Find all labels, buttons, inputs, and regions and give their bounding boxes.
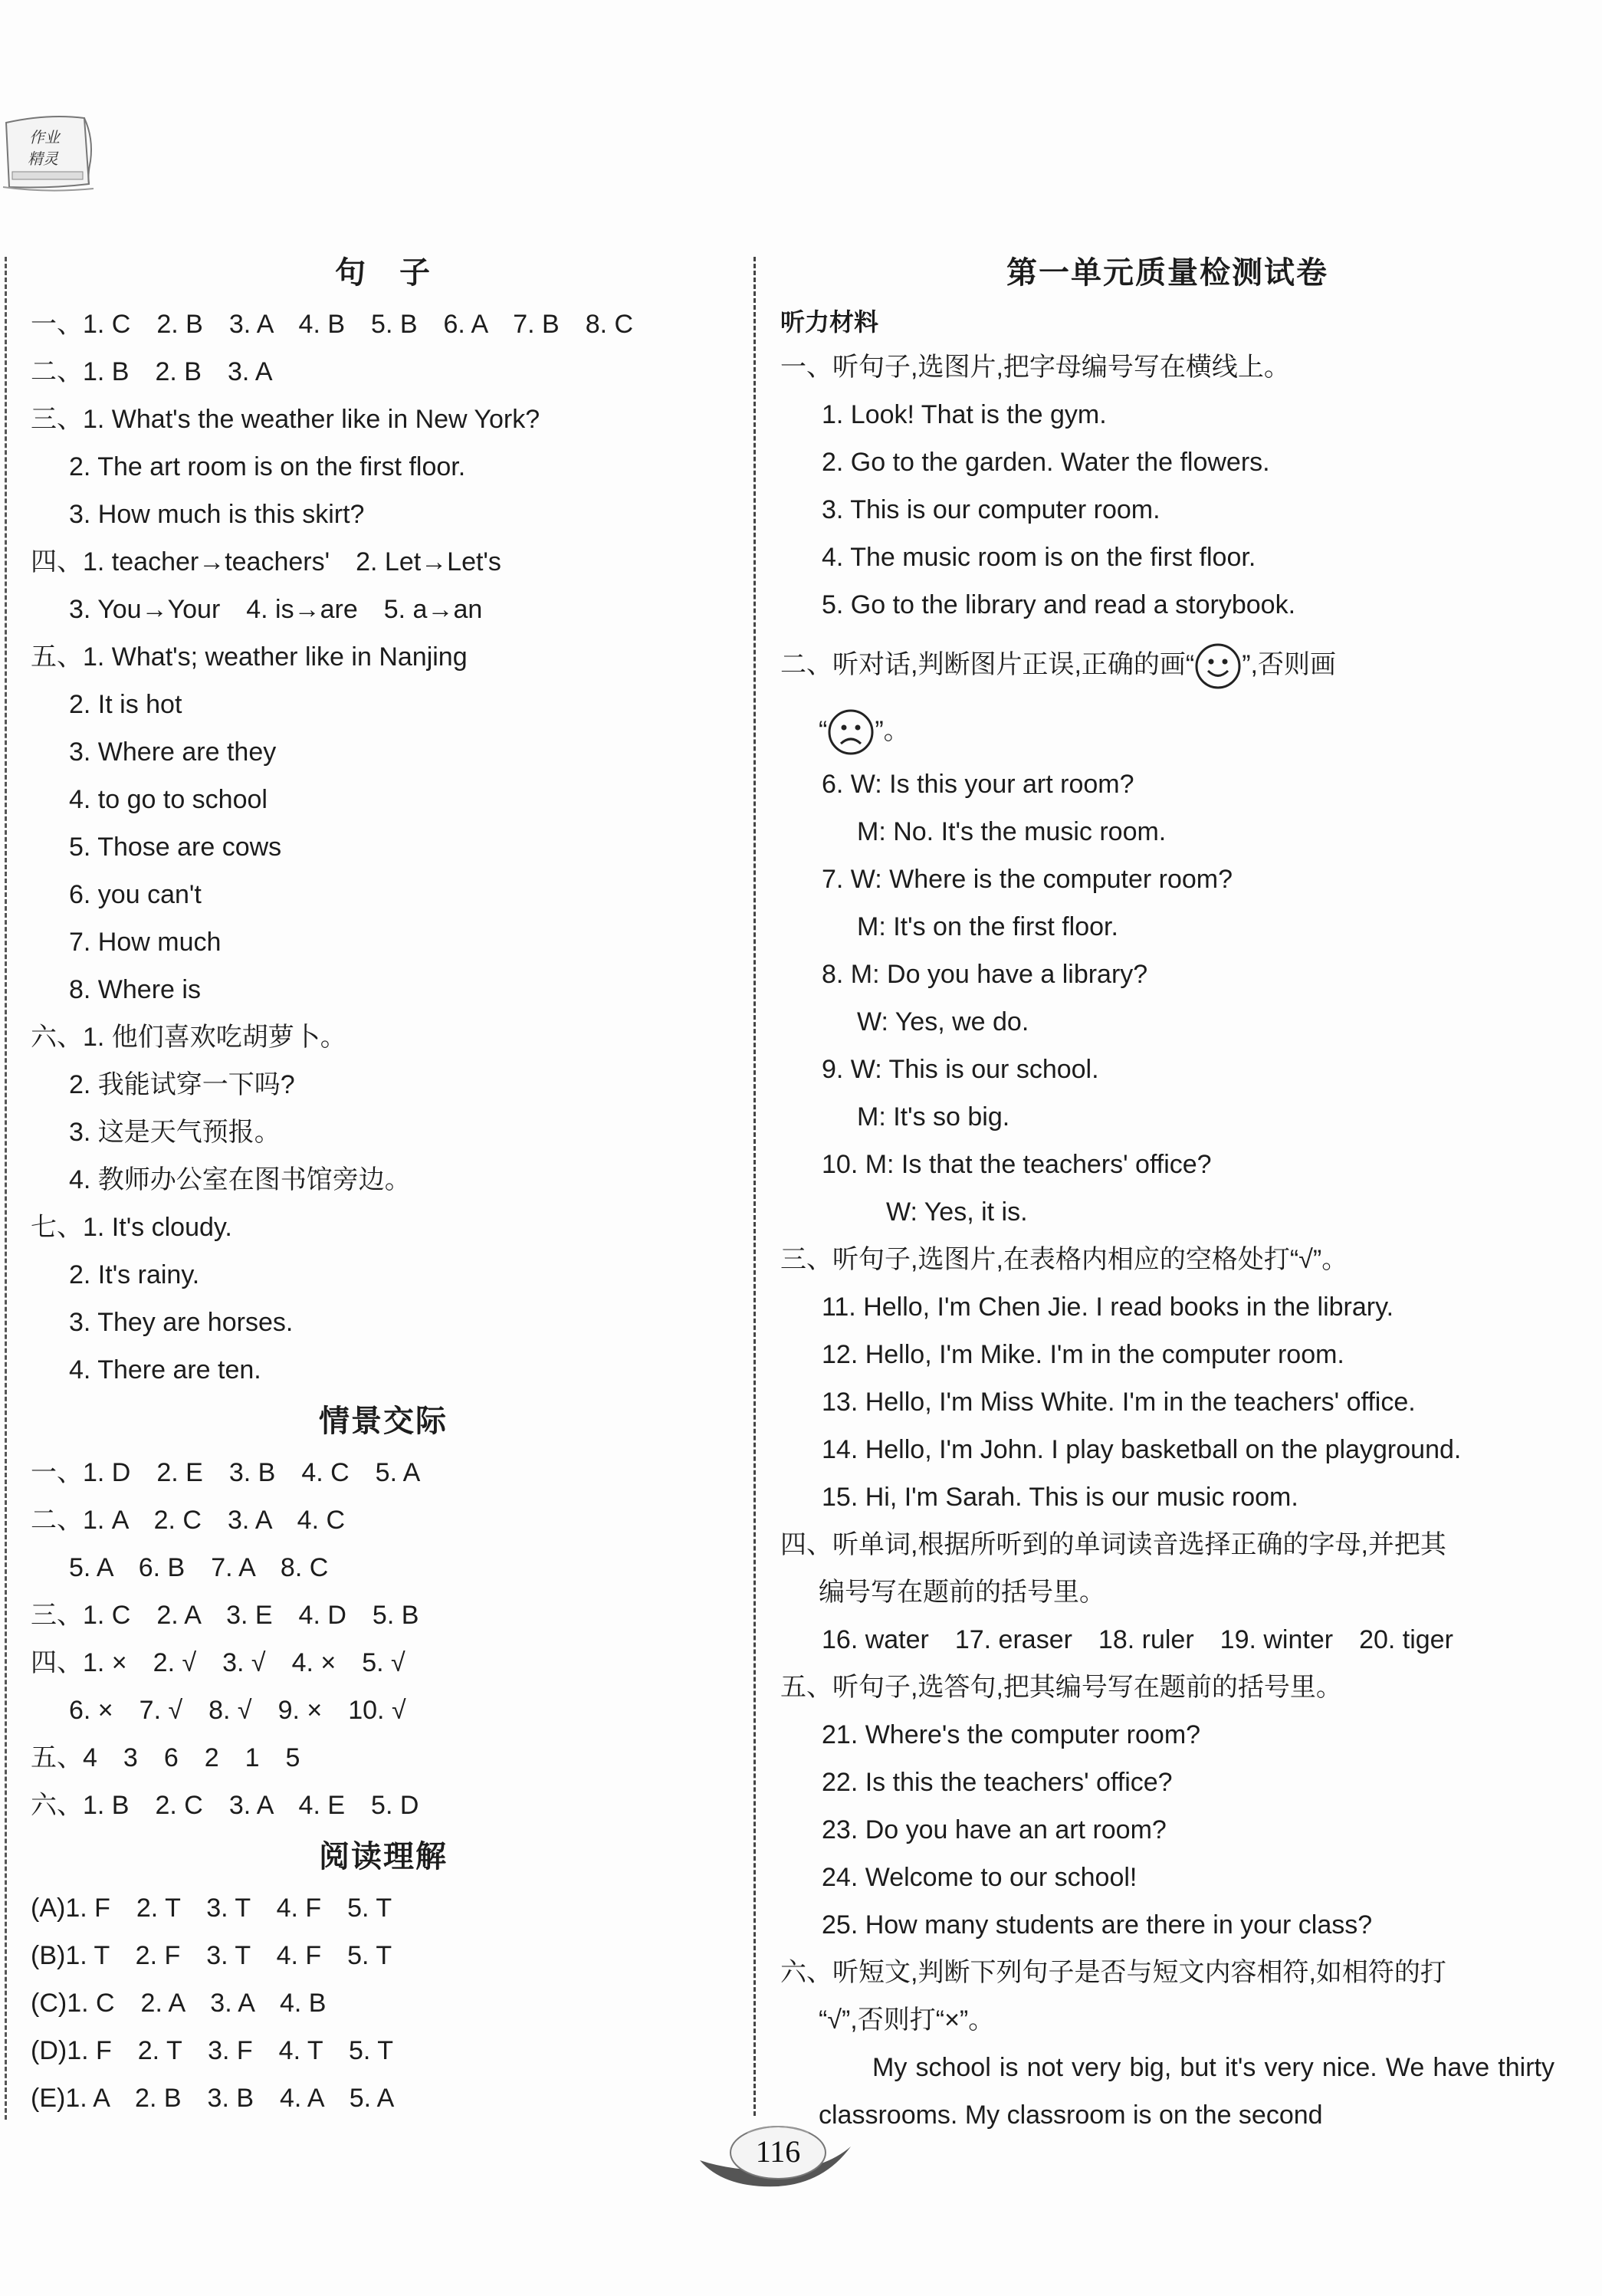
answer-line: 三、1. What's the weather like in New York? xyxy=(31,405,540,434)
q3-item: 12. Hello, I'm Mike. I'm in the computer room. xyxy=(822,1340,1344,1369)
answer-line: 四、1. × 2. √ 3. √ 4. × 5. √ xyxy=(31,1648,405,1677)
q2-item: 9. W: This is our school. xyxy=(822,1055,1099,1084)
sentences-answers xyxy=(31,301,736,1394)
question-5-heading: 五、听句子,选答句,把其编号写在题前的括号里。 xyxy=(780,1673,1342,1702)
q1-item: 1. Look! That is the gym. xyxy=(822,400,1107,429)
answer-line: (B)1. T 2. F 3. T 4. F 5. T xyxy=(31,1941,392,1970)
answer-line: 4. 教师办公室在图书馆旁边。 xyxy=(69,1165,411,1194)
q4-items: 16. water 17. eraser 18. ruler 19. winter 20. tiger xyxy=(822,1625,1453,1654)
question-4-heading: 四、听单词,根据所听到的单词读音选择正确的字母,并把其 xyxy=(780,1530,1446,1559)
answer-line: 2. The art room is on the first floor. xyxy=(69,452,466,481)
smiley-face-icon xyxy=(1194,642,1242,690)
answer-line: 6. you can't xyxy=(69,880,202,909)
reading-answers xyxy=(31,1884,736,2122)
answer-line: 七、1. It's cloudy. xyxy=(31,1213,232,1242)
question-6-heading: 六、听短文,判断下列句子是否与短文内容相符,如相符的打 xyxy=(780,1958,1446,1987)
left-margin-rule xyxy=(5,257,7,2120)
answer-line: 2. 我能试穿一下吗? xyxy=(69,1070,295,1099)
answer-line: 7. How much xyxy=(69,928,222,957)
question-2-heading xyxy=(780,629,1554,701)
answer-line: (C)1. C 2. A 3. A 4. B xyxy=(31,1989,327,2018)
answer-line: 五、4 3 6 2 1 5 xyxy=(31,1743,300,1772)
answer-line: 一、1. C 2. B 3. A 4. B 5. B 6. A 7. B 8. C xyxy=(31,310,634,339)
answer-line: 2. It's rainy. xyxy=(69,1260,200,1289)
answer-line: 3. You→Your 4. is→are 5. a→an xyxy=(69,595,483,624)
question-2-heading-cont xyxy=(780,701,1554,760)
q1-item: 4. The music room is on the first floor. xyxy=(822,543,1256,572)
q2-item: 7. W: Where is the computer room? xyxy=(822,865,1233,894)
sad-face-icon xyxy=(827,708,875,756)
answer-line: 2. It is hot xyxy=(69,690,182,719)
answer-line: 3. They are horses. xyxy=(69,1308,294,1337)
section-title-situational: 情景交际 xyxy=(319,1404,448,1439)
situational-answers xyxy=(31,1449,736,1829)
answer-line: 5. A 6. B 7. A 8. C xyxy=(69,1553,329,1582)
q2-text-a: 二、听对话,判断图片正误,正确的画“ xyxy=(780,650,1195,679)
q2-item: M: It's on the first floor. xyxy=(857,912,1118,941)
q5-item: 24. Welcome to our school! xyxy=(822,1863,1137,1892)
q3-item: 13. Hello, I'm Miss White. I'm in the teachers' office. xyxy=(822,1388,1416,1417)
answer-line: 六、1. B 2. C 3. A 4. E 5. D xyxy=(31,1791,419,1820)
q2-item: W: Yes, we do. xyxy=(857,1007,1029,1036)
answer-line: (D)1. F 2. T 3. F 4. T 5. T xyxy=(31,2036,393,2065)
answer-line: (E)1. A 2. B 3. B 4. A 5. A xyxy=(31,2084,395,2113)
question-6-heading-cont: “√”,否则打“×”。 xyxy=(819,2005,995,2035)
answer-line: 五、1. What's; weather like in Nanjing xyxy=(31,642,468,672)
q3-item: 15. Hi, I'm Sarah. This is our music room. xyxy=(822,1483,1298,1512)
q5-item: 22. Is this the teachers' office? xyxy=(822,1768,1173,1797)
answer-line: 二、1. B 2. B 3. A xyxy=(31,357,273,386)
section-title-sentences: 句 子 xyxy=(335,255,432,291)
q2-item: 10. M: Is that the teachers' office? xyxy=(822,1150,1212,1179)
listening-material-label: 听力材料 xyxy=(780,307,879,337)
answer-line: 8. Where is xyxy=(69,975,201,1004)
q1-item: 5. Go to the library and read a storybook. xyxy=(822,590,1296,619)
right-column xyxy=(780,245,1554,2139)
answer-line: 3. Where are they xyxy=(69,737,277,767)
answer-line: 4. to go to school xyxy=(69,785,268,814)
answer-line: 3. How much is this skirt? xyxy=(69,500,365,529)
question-1-heading: 一、听句子,选图片,把字母编号写在横线上。 xyxy=(780,353,1290,382)
q5-item: 23. Do you have an art room? xyxy=(822,1815,1167,1844)
q2-item: M: No. It's the music room. xyxy=(857,817,1167,846)
homework-elf-stamp xyxy=(2,107,97,205)
q2-item: 6. W: Is this your art room? xyxy=(822,770,1134,799)
q2-item: W: Yes, it is. xyxy=(886,1197,1028,1227)
answer-line: (A)1. F 2. T 3. T 4. F 5. T xyxy=(31,1894,392,1923)
page-number: 116 xyxy=(755,2134,801,2169)
answer-line: 四、1. teacher→teachers' 2. Let→Let's xyxy=(31,547,501,576)
answer-line: 3. 这是天气预报。 xyxy=(69,1118,281,1147)
q2-text-c: “ xyxy=(819,716,828,745)
question-3-heading: 三、听句子,选图片,在表格内相应的空格处打“√”。 xyxy=(780,1245,1348,1274)
answer-line: 4. There are ten. xyxy=(69,1355,261,1384)
stamp-line-2: 精灵 xyxy=(28,151,58,168)
answer-line: 六、1. 他们喜欢吃胡萝卜。 xyxy=(31,1023,346,1052)
q2-item: 8. M: Do you have a library? xyxy=(822,960,1148,989)
q6-passage: My school is not very big, but it's very nice. We have thirty classrooms. My classroom is on the second xyxy=(819,2053,1554,2130)
answer-line: 一、1. D 2. E 3. B 4. C 5. A xyxy=(31,1458,421,1487)
q5-item: 25. How many students are there in your class? xyxy=(822,1910,1373,1940)
section-title-reading: 阅读理解 xyxy=(319,1839,448,1874)
answer-line: 二、1. A 2. C 3. A 4. C xyxy=(31,1506,346,1535)
q5-item: 21. Where's the computer room? xyxy=(822,1720,1201,1749)
q3-item: 14. Hello, I'm John. I play basketball on the playground. xyxy=(822,1435,1462,1464)
q3-item: 11. Hello, I'm Chen Jie. I read books in the library. xyxy=(822,1293,1394,1322)
stamp-line-1: 作业 xyxy=(29,130,60,146)
q1-item: 2. Go to the garden. Water the flowers. xyxy=(822,448,1270,477)
question-4-heading-cont: 编号写在题前的括号里。 xyxy=(819,1578,1105,1607)
q2-text-b: ”,否则画 xyxy=(1242,650,1336,679)
answer-line: 5. Those are cows xyxy=(69,833,282,862)
column-divider xyxy=(753,257,756,2116)
page-number-badge xyxy=(694,2116,862,2193)
q2-item: M: It's so big. xyxy=(857,1102,1010,1132)
answer-line: 三、1. C 2. A 3. E 4. D 5. B xyxy=(31,1601,419,1630)
answer-line: 6. × 7. √ 8. √ 9. × 10. √ xyxy=(69,1696,406,1725)
unit-test-title: 第一单元质量检测试卷 xyxy=(1006,255,1328,291)
q2-text-d: ”。 xyxy=(875,716,910,745)
left-column xyxy=(31,245,736,2122)
q1-item: 3. This is our computer room. xyxy=(822,495,1160,524)
